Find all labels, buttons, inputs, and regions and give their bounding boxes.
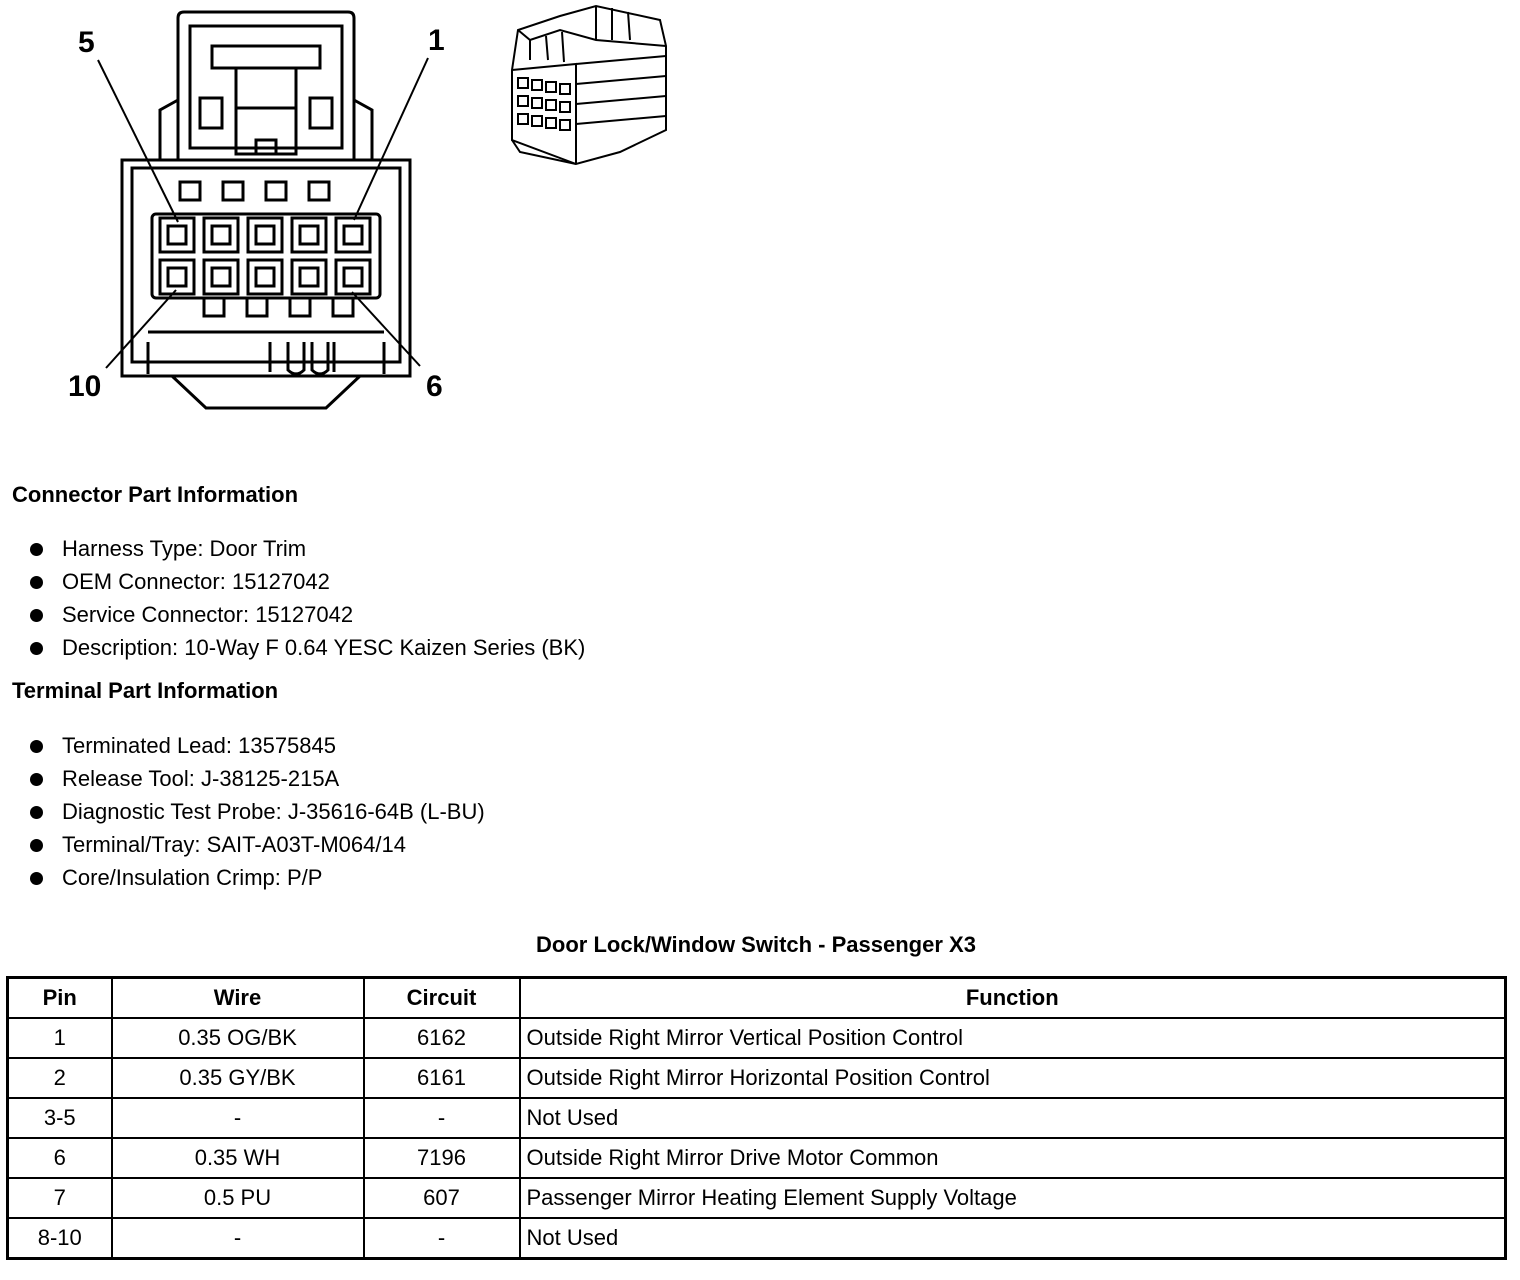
table-row (8, 1058, 1506, 1098)
connector-face-drawing (0, 0, 720, 420)
cell-function: Outside Right Mirror Drive Motor Common (520, 1138, 1506, 1178)
cell-function: Outside Right Mirror Vertical Position Control (520, 1018, 1506, 1058)
bullet-icon (30, 839, 43, 852)
cell-pin: 1 (8, 1018, 112, 1058)
cell-circuit: 7196 (364, 1138, 520, 1178)
cell-pin: 3-5 (8, 1098, 112, 1138)
pin-label-10: 10 (68, 370, 102, 403)
cell-function: Passenger Mirror Heating Element Supply Voltage (520, 1178, 1506, 1218)
header-wire: Wire (112, 978, 364, 1019)
list-item: Release Tool: J-38125-215A (30, 762, 485, 795)
cell-function: Not Used (520, 1218, 1506, 1259)
bullet-icon (30, 543, 43, 556)
pin-label-1: 1 (428, 24, 445, 57)
cell-wire: 0.35 OG/BK (112, 1018, 364, 1058)
bullet-icon (30, 773, 43, 786)
list-item: Description: 10-Way F 0.64 YESC Kaizen Series (BK) (30, 631, 585, 664)
pin-label-6: 6 (426, 370, 443, 403)
list-item: OEM Connector: 15127042 (30, 565, 585, 598)
list-item: Terminated Lead: 13575845 (30, 729, 485, 762)
bullet-icon (30, 806, 43, 819)
cell-wire: 0.35 GY/BK (112, 1058, 364, 1098)
cell-wire: - (112, 1218, 364, 1259)
bullet-icon (30, 872, 43, 885)
table-row (8, 1138, 1506, 1178)
cell-pin: 6 (8, 1138, 112, 1178)
pinout-table (6, 976, 1507, 1260)
list-item: Diagnostic Test Probe: J-35616-64B (L-BU) (30, 795, 485, 828)
pin-label-5: 5 (78, 26, 95, 59)
cell-circuit: - (364, 1218, 520, 1259)
list-item: Harness Type: Door Trim (30, 532, 585, 565)
connector-info-list (30, 532, 585, 664)
cell-circuit: 607 (364, 1178, 520, 1218)
cell-circuit: 6162 (364, 1018, 520, 1058)
table-header-row (8, 978, 1506, 1019)
header-function: Function (520, 978, 1506, 1019)
table-row (8, 1018, 1506, 1058)
header-circuit: Circuit (364, 978, 520, 1019)
cell-wire: - (112, 1098, 364, 1138)
cell-wire: 0.5 PU (112, 1178, 364, 1218)
terminal-info-list (30, 729, 485, 894)
bullet-icon (30, 642, 43, 655)
list-item: Core/Insulation Crimp: P/P (30, 861, 485, 894)
cell-function: Not Used (520, 1098, 1506, 1138)
table-title: Door Lock/Window Switch - Passenger X3 (536, 932, 976, 957)
table-row (8, 1098, 1506, 1138)
bullet-icon (30, 609, 43, 622)
cell-pin: 2 (8, 1058, 112, 1098)
connector-diagram (0, 0, 720, 420)
cell-wire: 0.35 WH (112, 1138, 364, 1178)
connector-info-heading: Connector Part Information (12, 482, 299, 507)
cell-pin: 8-10 (8, 1218, 112, 1259)
table-row (8, 1178, 1506, 1218)
bullet-icon (30, 576, 43, 589)
bullet-icon (30, 740, 43, 753)
list-item: Terminal/Tray: SAIT-A03T-M064/14 (30, 828, 485, 861)
terminal-info-heading: Terminal Part Information (12, 678, 279, 703)
cell-circuit: - (364, 1098, 520, 1138)
cell-circuit: 6161 (364, 1058, 520, 1098)
cell-function: Outside Right Mirror Horizontal Position Control (520, 1058, 1506, 1098)
list-item: Service Connector: 15127042 (30, 598, 585, 631)
table-row (8, 1218, 1506, 1259)
cell-pin: 7 (8, 1178, 112, 1218)
header-pin: Pin (8, 978, 112, 1019)
